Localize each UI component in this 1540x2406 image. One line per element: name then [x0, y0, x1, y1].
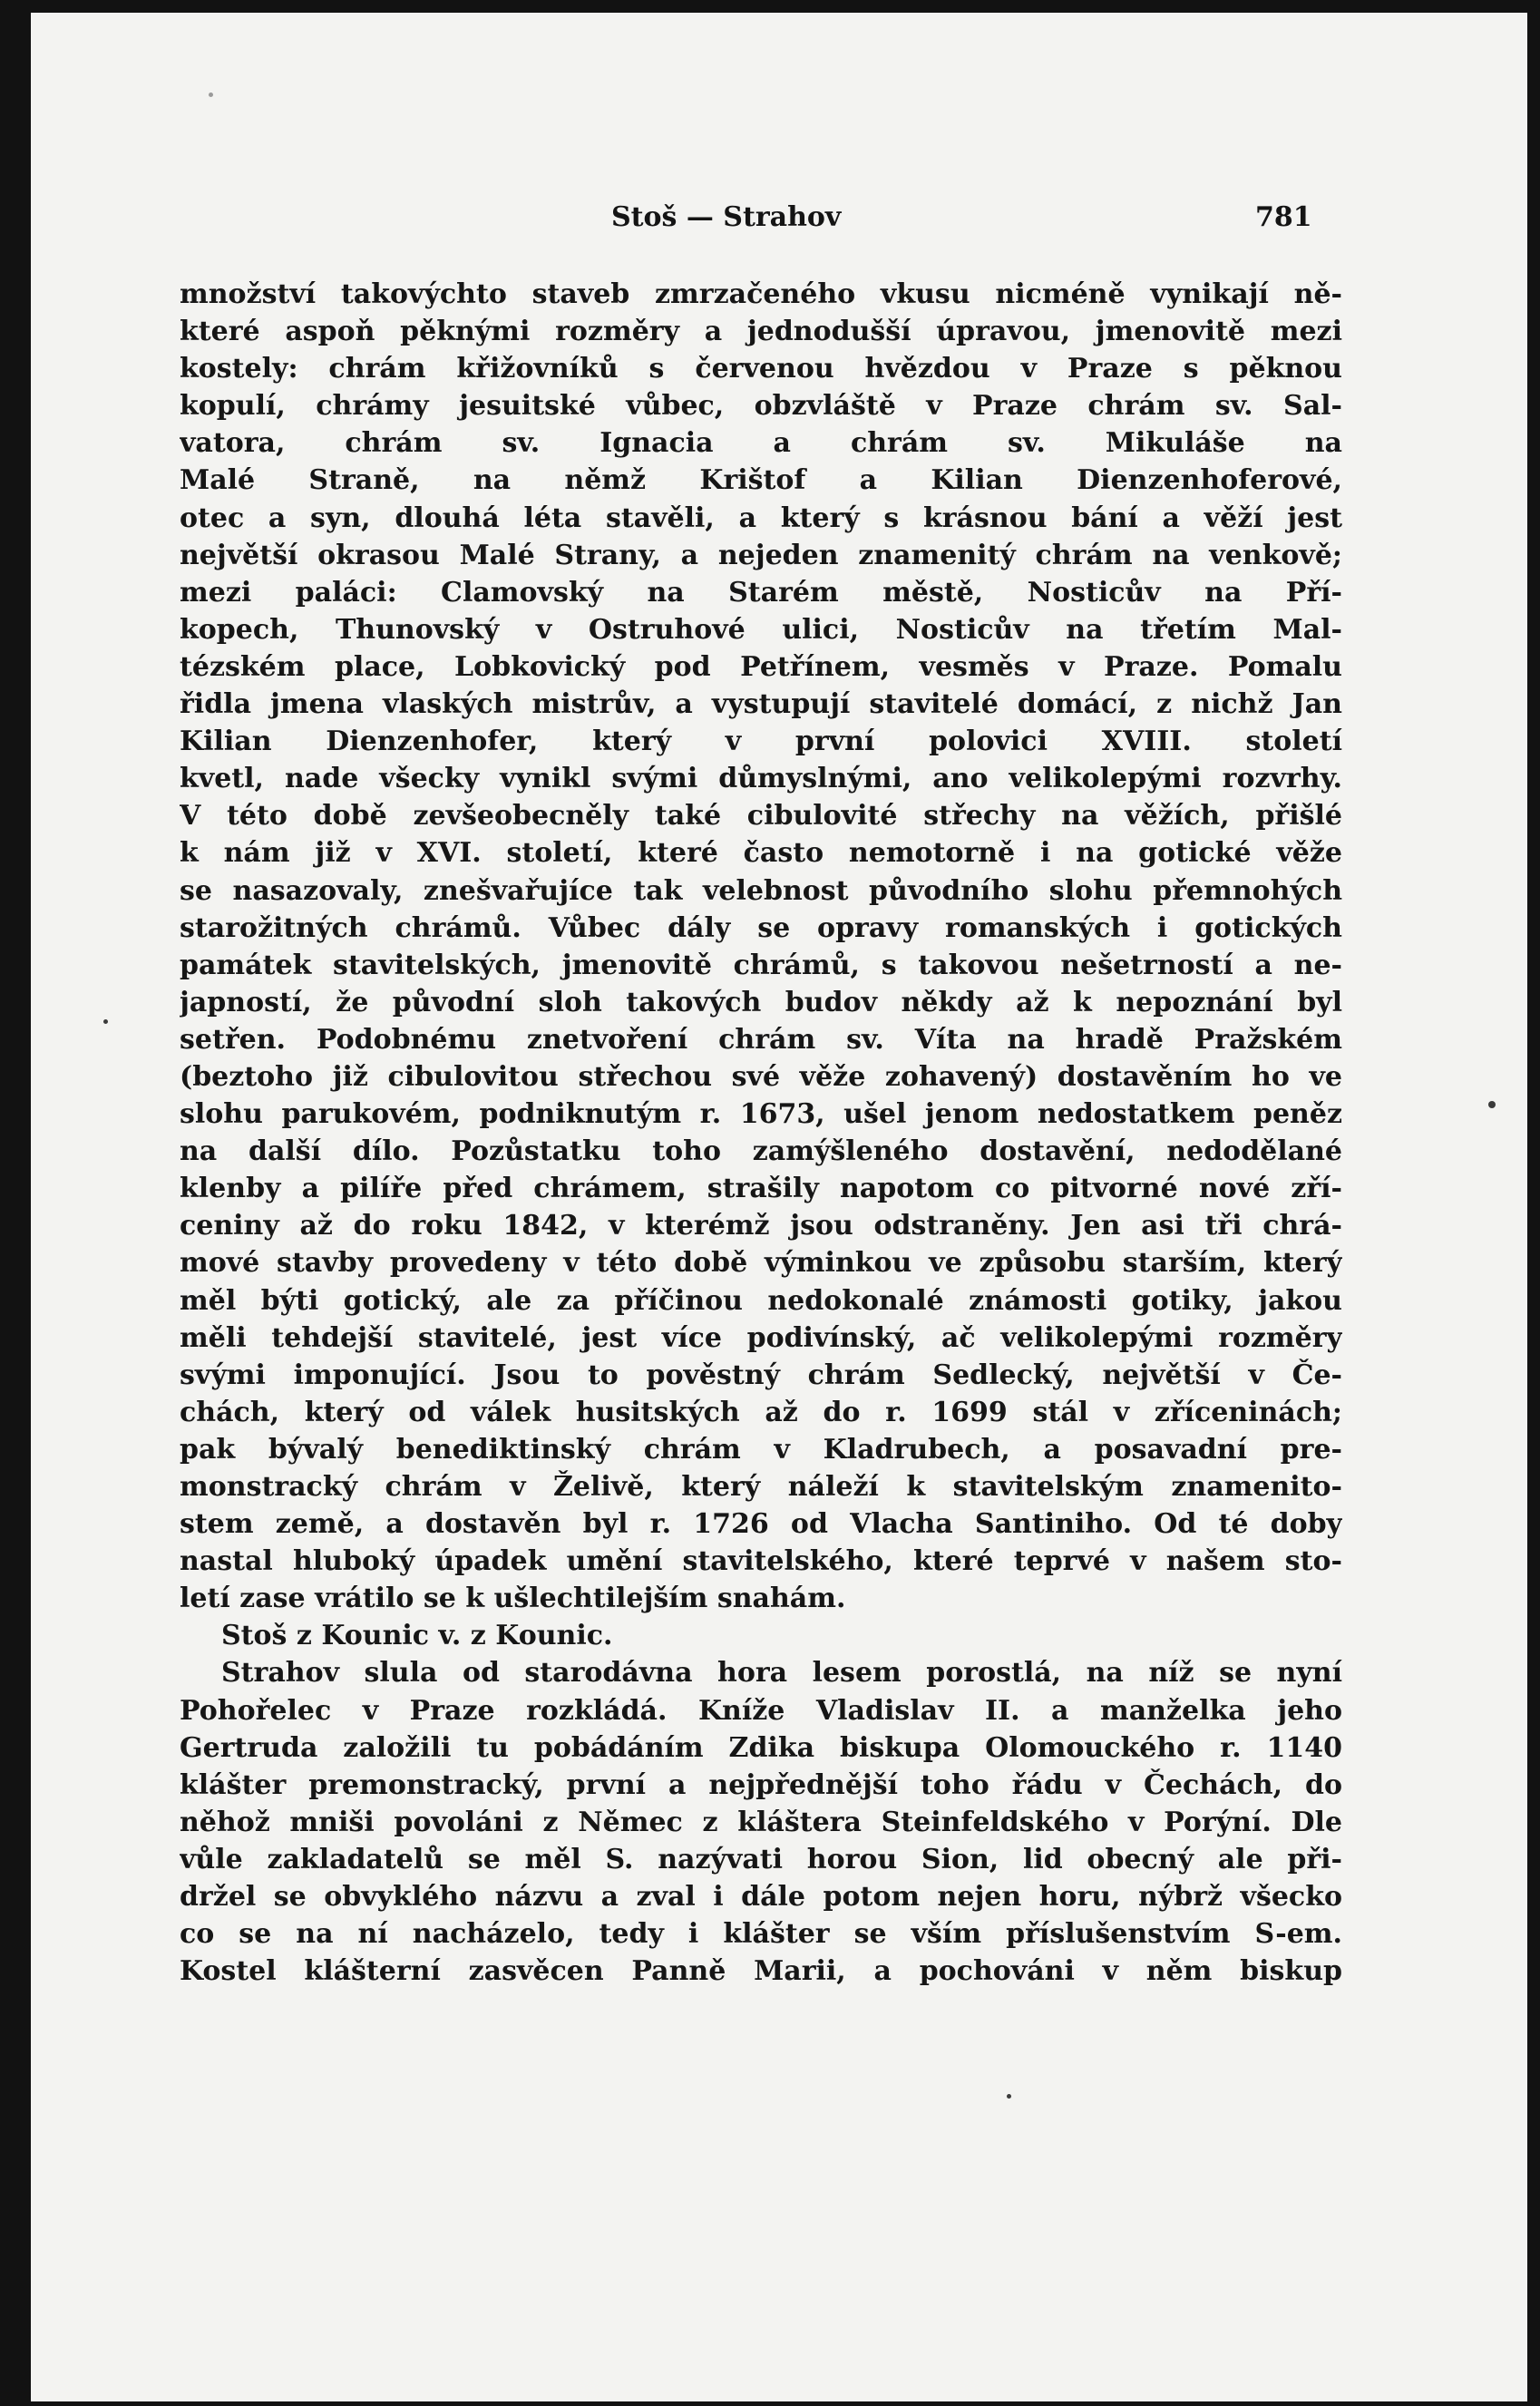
text-line: setřen. Podobnému znetvoření chrám sv. Víta na hradě Pražském	[180, 1023, 1342, 1056]
text-line: tézském place, Lobkovický pod Petřínem, vesměs v Praze. Pomalu	[180, 650, 1342, 683]
scan-speck	[103, 1019, 108, 1024]
scan-speck	[1007, 2094, 1011, 2099]
text-line: kopulí, chrámy jesuitské vůbec, obzvláště v Praze chrám sv. Sal-	[180, 390, 1342, 423]
text-line: japností, že původní sloh takových budov někdy až k nepoznání byl	[180, 986, 1342, 1018]
text-line: na další dílo. Pozůstatku toho zamýšleného dostavění, nedodělané	[180, 1135, 1342, 1168]
text-line: Kostel klášterní zasvěcen Panně Marii, a pochováni v něm biskup	[180, 1955, 1342, 1988]
scan-speck	[209, 93, 213, 97]
scanned-page	[31, 13, 1527, 2401]
text-line: co se na ní nacházelo, tedy i klášter se vším příslušenstvím S-em.	[180, 1918, 1342, 1951]
text-line: kopech, Thunovský v Ostruhové ulici, Nosticův na třetím Mal-	[180, 613, 1342, 646]
text-line: klenby a pilíře před chrámem, strašily napotom co pitvorné nové zří-	[180, 1173, 1342, 1205]
text-line: otec a syn, dlouhá léta stavěli, a který s krásnou bání a věží jest	[180, 502, 1342, 534]
text-line: stem země, a dostavěn byl r. 1726 od Vlacha Santiniho. Od té doby	[180, 1508, 1342, 1541]
page-number: 781	[1255, 201, 1312, 233]
entry-heading-strahov: Strahov slula od starodávna hora lesem porostlá, na níž se nyní	[221, 1657, 1342, 1690]
text-line: klášter premonstracký, první a nejpřednější toho řádu v Čechách, do	[180, 1768, 1342, 1801]
text-line: monstracký chrám v Želivě, který náleží k stavitelským znamenito-	[180, 1471, 1342, 1503]
text-line: slohu parukovém, podniknutým r. 1673, ušel jenom nedostatkem peněz	[180, 1098, 1342, 1131]
text-line: Pohořelec v Praze rozkládá. Kníže Vladislav II. a manželka jeho	[180, 1694, 1342, 1727]
text-line: množství takovýchto staveb zmrzačeného vkusu nicméně vynikají ně-	[180, 278, 1342, 310]
text-line: mezi paláci: Clamovský na Starém městě, Nosticův na Pří-	[180, 576, 1342, 609]
text-line: Gertruda založili tu pobádáním Zdika biskupa Olomouckého r. 1140	[180, 1731, 1342, 1764]
text-line: ceniny až do roku 1842, v kterémž jsou odstraněny. Jen asi tři chrá-	[180, 1210, 1342, 1242]
text-line: řidla jmena vlaských mistrův, a vystupují stavitelé domácí, z nichž Jan	[180, 688, 1342, 721]
text-line: držel se obvyklého názvu a zval i dále potom nejen horu, nýbrž všecko	[180, 1881, 1342, 1914]
text-line: starožitných chrámů. Vůbec dály se opravy romanských i gotických	[180, 911, 1342, 944]
text-line: V této době zevšeobecněly také cibulovité střechy na věžích, přišlé	[180, 800, 1342, 833]
text-line: největší okrasou Malé Strany, a nejeden znamenitý chrám na venkově;	[180, 539, 1342, 571]
text-line: kvetl, nade všecky vynikl svými důmyslnými, ano velikolepými rozvrhy.	[180, 763, 1342, 795]
text-line: památek stavitelských, jmenovitě chrámů, s takovou nešetrností a ne-	[180, 949, 1342, 981]
text-line: vůle zakladatelů se měl S. nazývati horou Sion, lid obecný ale při-	[180, 1843, 1342, 1875]
text-line: chách, který od válek husitských až do r. 1699 stál v zříceninách;	[180, 1396, 1342, 1428]
entry-heading-stos: Stoš z Kounic v. z Kounic.	[221, 1620, 613, 1652]
text-line: k nám již v XVI. století, které často nemotorně i na gotické věže	[180, 837, 1342, 870]
text-line: měli tehdejší stavitelé, jest více podivínský, ač velikolepými rozměry	[180, 1321, 1342, 1354]
text-line: něhož mniši povoláni z Němec z kláštera Steinfeldského v Porýní. Dle	[180, 1806, 1342, 1838]
text-line: letí zase vrátilo se k ušlechtilejším snahám.	[180, 1583, 846, 1615]
text-line: které aspoň pěknými rozměry a jednodušší úpravou, jmenovitě mezi	[180, 316, 1342, 348]
text-line: kostely: chrám křižovníků s červenou hvězdou v Praze s pěknou	[180, 353, 1342, 385]
text-line: pak bývalý benediktinský chrám v Kladrubech, a posavadní pre-	[180, 1433, 1342, 1466]
text-line: se nasazovaly, znešvařujíce tak velebnost původního slohu přemnohých	[180, 874, 1342, 907]
text-line: svými imponující. Jsou to pověstný chrám Sedlecký, největší v Če-	[180, 1359, 1342, 1391]
text-line: Kilian Dienzenhofer, který v první polovici XVIII. století	[180, 726, 1342, 758]
running-title: Stoš — Strahov	[611, 201, 842, 233]
text-line: vatora, chrám sv. Ignacia a chrám sv. Mikuláše na	[180, 427, 1342, 460]
text-line: (beztoho již cibulovitou střechou své věže zohavený) dostavěním ho ve	[180, 1060, 1342, 1093]
body-text	[180, 276, 1342, 1990]
scan-speck	[1488, 1101, 1496, 1108]
text-line: měl býti gotický, ale za příčinou nedokonalé známosti gotiky, jakou	[180, 1284, 1342, 1317]
text-line: nastal hluboký úpadek umění stavitelského, které teprvé v našem sto-	[180, 1545, 1342, 1578]
page-header	[31, 201, 1527, 238]
text-line: Malé Straně, na němž Krištof a Kilian Dienzenhoferové,	[180, 464, 1342, 497]
text-line: mové stavby provedeny v této době výminkou ve způsobu starším, který	[180, 1247, 1342, 1280]
